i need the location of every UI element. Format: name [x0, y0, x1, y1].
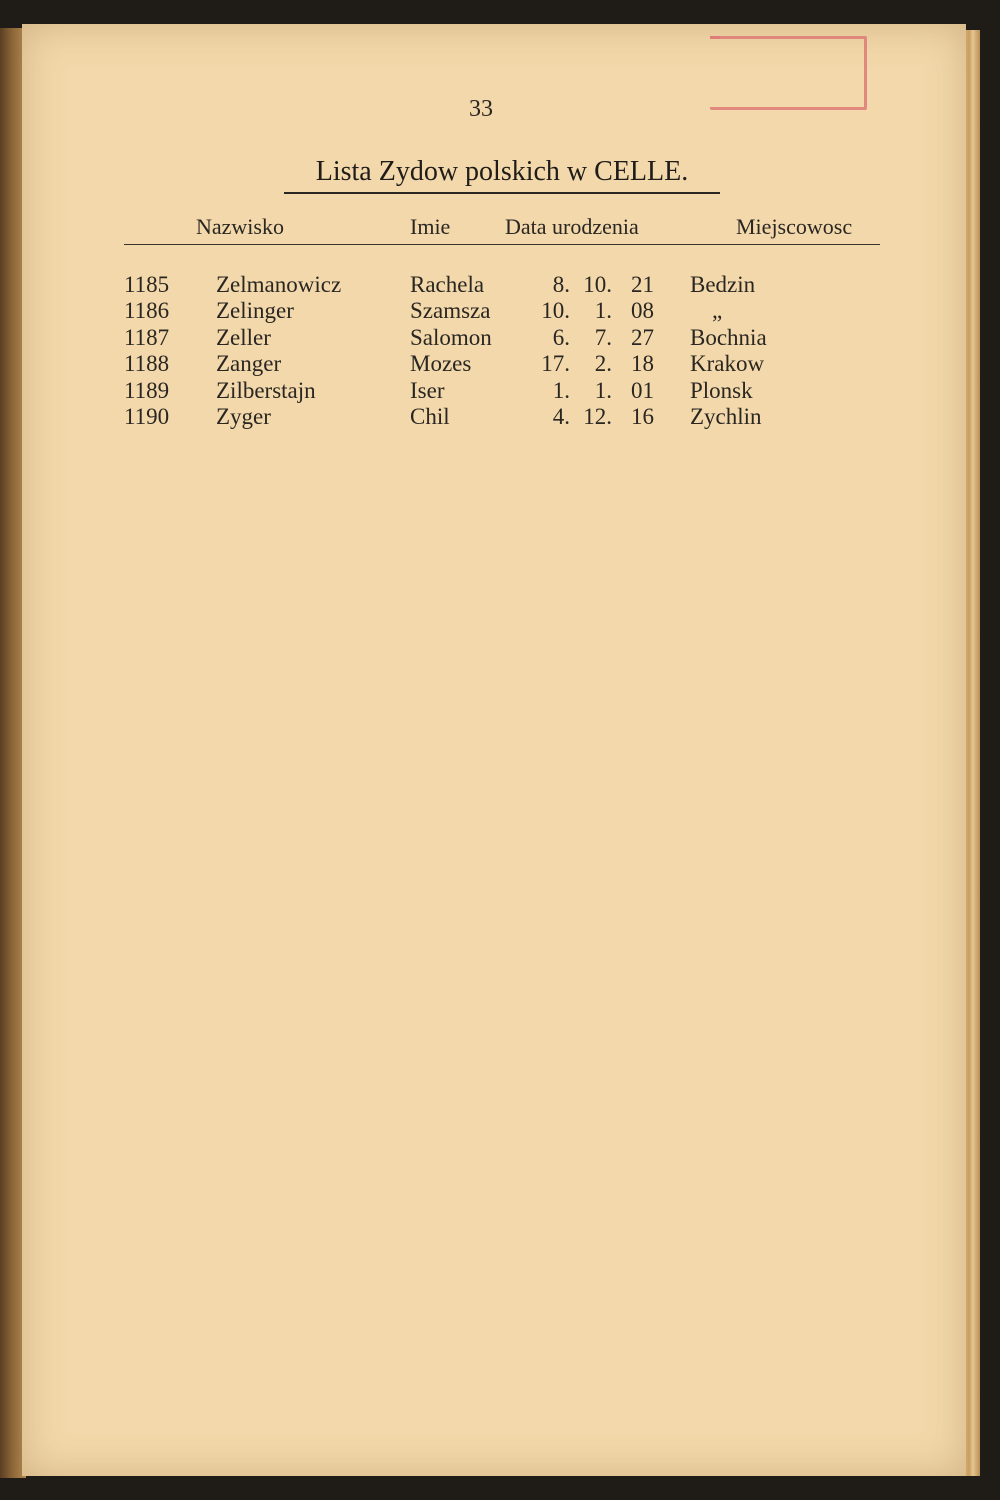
- record-number: 1190: [124, 403, 170, 429]
- record-birth-day: 6.: [552, 324, 570, 350]
- record-place: Bedzin: [690, 272, 756, 297]
- record-first-name: Mozes: [410, 351, 472, 377]
- record-number: 1187: [124, 324, 170, 350]
- column-header-birth-date: Data urodzenia: [505, 214, 639, 239]
- page-title: Lista Zydow polskich w CELLE.: [284, 156, 720, 194]
- column-header-place: Miejscowosc: [736, 214, 853, 239]
- record-first-name: Iser: [410, 377, 445, 403]
- record-birth-year: 21: [631, 272, 654, 297]
- page-number: 33: [469, 96, 493, 122]
- record-birth-day: 8.: [552, 272, 570, 297]
- record-surname: Zilberstajn: [216, 377, 316, 403]
- table-row: [0, 351, 1000, 377]
- record-first-name: Chil: [410, 403, 450, 429]
- record-number: 1188: [124, 351, 170, 377]
- record-place: Krakow: [690, 351, 765, 377]
- record-birth-year: 16: [631, 403, 654, 429]
- record-birth-month: 10.: [583, 272, 612, 297]
- record-number: 1189: [124, 377, 170, 403]
- record-birth-month: 2.: [594, 351, 612, 377]
- record-first-name: Rachela: [410, 272, 485, 297]
- record-birth-day: 4.: [552, 403, 570, 429]
- record-surname: Zeller: [216, 324, 271, 350]
- column-header-surname: Nazwisko: [196, 214, 284, 239]
- record-birth-year: 18: [631, 351, 654, 377]
- record-place-ditto-mark: „: [712, 298, 723, 324]
- record-birth-year: 08: [631, 298, 654, 324]
- record-birth-day: 1.: [552, 377, 570, 403]
- record-place: Zychlin: [690, 403, 762, 429]
- record-surname: Zanger: [216, 351, 282, 377]
- records-table: [0, 272, 1000, 430]
- record-surname: Zelinger: [216, 298, 294, 324]
- record-surname: Zelmanowicz: [216, 272, 342, 297]
- record-number: 1185: [124, 272, 170, 297]
- record-birth-month: 1.: [594, 377, 612, 403]
- record-birth-month: 7.: [594, 324, 612, 350]
- table-row: [0, 404, 1000, 430]
- record-first-name: Salomon: [410, 324, 492, 350]
- column-headers: [0, 214, 1000, 244]
- header-rule: [124, 244, 880, 245]
- table-row: [0, 325, 1000, 351]
- record-surname: Zyger: [216, 403, 271, 429]
- record-place: Bochnia: [690, 324, 767, 350]
- record-number: 1186: [124, 298, 170, 324]
- record-birth-year: 01: [631, 377, 654, 403]
- library-stamp-corner: [710, 36, 720, 39]
- record-birth-day: 17.: [541, 351, 570, 377]
- table-row: [0, 272, 1000, 298]
- record-birth-year: 27: [631, 324, 654, 350]
- record-birth-month: 12.: [583, 403, 612, 429]
- record-place: Plonsk: [690, 377, 753, 403]
- record-birth-month: 1.: [594, 298, 612, 324]
- record-first-name: Szamsza: [410, 298, 491, 324]
- column-header-first-name: Imie: [410, 214, 451, 239]
- table-row: [0, 298, 1000, 324]
- table-row: [0, 378, 1000, 404]
- record-birth-day: 10.: [541, 298, 570, 324]
